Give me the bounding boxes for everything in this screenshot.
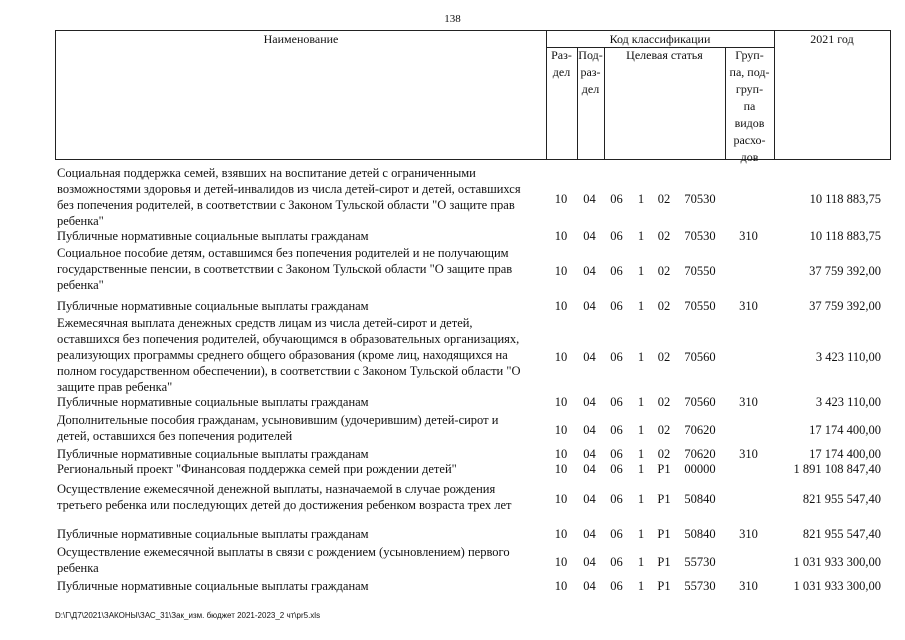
row-name	[57, 526, 547, 542]
row-code-t2: 1	[637, 350, 645, 364]
table-row	[55, 412, 891, 444]
row-code-t4: 55730	[684, 555, 716, 569]
row-code-t2: 1	[637, 447, 645, 461]
row-name-line: оставшихся без попечения родителей, обучающимся в образовательных организациях,	[57, 332, 520, 346]
row-code-r: 10	[554, 350, 568, 364]
row-code-t3: 02	[657, 192, 671, 206]
row-code-t2: 1	[637, 299, 645, 313]
row-amount: 17 174 400,00	[809, 423, 881, 437]
row-amount: 821 955 547,40	[802, 527, 881, 541]
row-name	[57, 446, 547, 462]
row-code-t1: 06	[610, 192, 623, 206]
row-name-line: ребенка"	[57, 214, 104, 228]
row-amount: 10 118 883,75	[809, 229, 881, 243]
header-group-line: видов	[734, 116, 765, 130]
row-name	[57, 412, 547, 444]
header-group	[725, 47, 774, 166]
header-group-line: груп-	[735, 82, 764, 96]
row-name-line: Публичные нормативные социальные выплаты гражданам	[57, 447, 369, 461]
table-row	[55, 446, 891, 462]
row-code-t3: P1	[657, 462, 671, 476]
file-path-footer: D:\Г\Д7\2021\ЗАКОНЫ\ЗАС_31\Зак_изм. бюджет 2021-2023_2 чт\pr5.xls	[55, 611, 321, 620]
row-code-r: 10	[554, 447, 568, 461]
row-code-t1: 06	[610, 555, 623, 569]
row-code-t3: P1	[657, 579, 671, 593]
table-row	[55, 481, 891, 513]
row-name-line: ребенка"	[57, 278, 104, 292]
row-amount: 1 891 108 847,40	[793, 462, 881, 476]
row-code-r: 10	[554, 264, 568, 278]
header-group-line: расхо-	[733, 133, 766, 147]
row-code-p: 04	[583, 423, 596, 437]
row-code-r: 10	[554, 192, 568, 206]
row-name-line: Осуществление ежемесячной денежной выплаты, назначаемой в случае рождения	[57, 482, 496, 496]
row-code-p: 04	[583, 229, 596, 243]
header-podrazdel-line: дел	[581, 82, 600, 96]
row-name	[57, 298, 547, 314]
row-code-t4: 55730	[684, 579, 716, 593]
row-code-t3: 02	[657, 395, 671, 409]
row-code-r: 10	[554, 527, 568, 541]
row-name-line: Публичные нормативные социальные выплаты гражданам	[57, 299, 369, 313]
table-row	[55, 578, 891, 594]
header-code: Код классификации	[609, 32, 711, 46]
row-code-p: 04	[583, 395, 596, 409]
header-group-line: па, под-	[729, 65, 770, 79]
row-name-line: Публичные нормативные социальные выплаты гражданам	[57, 579, 369, 593]
row-amount: 37 759 392,00	[809, 299, 881, 313]
row-code-p: 04	[583, 527, 596, 541]
table-row	[55, 165, 891, 229]
row-name	[57, 578, 547, 594]
row-code-t2: 1	[637, 192, 645, 206]
row-code-t1: 06	[610, 447, 623, 461]
table-row	[55, 526, 891, 542]
row-code-t3: 02	[657, 229, 671, 243]
row-code-t1: 06	[610, 579, 623, 593]
row-code-p: 04	[583, 492, 596, 506]
row-code-t3: 02	[657, 299, 671, 313]
row-code-g: 310	[739, 579, 758, 593]
row-code-t1: 06	[610, 299, 623, 313]
row-code-r: 10	[554, 299, 568, 313]
row-name-line: третьего ребенка или последующих детей до достижения ребенком возраста трех лет	[57, 498, 512, 512]
row-name	[57, 461, 547, 477]
row-amount: 1 031 933 300,00	[793, 555, 881, 569]
row-name-line: ребенка	[57, 561, 99, 575]
row-code-p: 04	[583, 350, 596, 364]
row-code-t1: 06	[610, 527, 623, 541]
table-row	[55, 394, 891, 410]
row-code-t3: P1	[657, 527, 671, 541]
row-amount: 10 118 883,75	[809, 192, 881, 206]
row-code-t3: 02	[657, 264, 671, 278]
row-name	[57, 165, 547, 229]
table-row	[55, 315, 891, 395]
row-amount: 3 423 110,00	[815, 395, 881, 409]
header-group-line: Груп-	[735, 48, 764, 62]
row-code-p: 04	[583, 579, 596, 593]
header-razdel-line: Раз-	[551, 48, 572, 62]
header-target: Целевая статья	[626, 48, 703, 62]
row-code-t2: 1	[637, 555, 645, 569]
row-code-t3: 02	[657, 447, 671, 461]
divider	[774, 31, 775, 159]
row-code-t4: 70550	[684, 299, 716, 313]
row-code-t4: 70530	[684, 192, 716, 206]
row-code-r: 10	[554, 579, 568, 593]
row-code-p: 04	[583, 299, 596, 313]
row-code-t4: 00000	[684, 462, 716, 476]
row-code-t4: 50840	[684, 492, 716, 506]
row-code-r: 10	[554, 462, 568, 476]
row-code-t2: 1	[637, 395, 645, 409]
row-name-line: Социальная поддержка семей, взявших на воспитание детей с ограниченными	[57, 166, 476, 180]
row-name-line: защите прав ребенка"	[57, 380, 173, 394]
header-podrazdel-line: Под-	[578, 48, 603, 62]
row-code-g: 310	[739, 299, 758, 313]
row-name-line: полном государственном обеспечении), в соответствии с Законом Тульской области "О	[57, 364, 521, 378]
row-code-r: 10	[554, 555, 568, 569]
header-razdel	[546, 47, 577, 81]
row-name-line: Ежемесячная выплата денежных средств лицам из числа детей-сирот и детей,	[57, 316, 473, 330]
row-code-t4: 70620	[684, 447, 716, 461]
header-razdel-line: дел	[552, 65, 571, 79]
header-group-line: па	[743, 99, 756, 113]
row-code-p: 04	[583, 447, 596, 461]
table-row	[55, 461, 891, 477]
row-name-line: детей, оставшихся без попечения родителей	[57, 429, 293, 443]
table-row	[55, 298, 891, 314]
row-name	[57, 315, 547, 395]
row-code-t4: 70530	[684, 229, 716, 243]
row-code-t3: 02	[657, 350, 671, 364]
row-code-r: 10	[554, 423, 568, 437]
row-name-line: Социальное пособие детям, оставшимся без попечения родителей и не получающим	[57, 246, 509, 260]
row-name-line: Дополнительные пособия гражданам, усыновившим (удочерившим) детей-сирот и	[57, 413, 499, 427]
row-amount: 821 955 547,40	[802, 492, 881, 506]
table-header	[55, 30, 891, 164]
row-code-r: 10	[554, 229, 568, 243]
row-code-p: 04	[583, 192, 596, 206]
row-name	[57, 394, 547, 410]
row-code-g: 310	[739, 229, 758, 243]
row-code-t1: 06	[610, 350, 623, 364]
row-code-t2: 1	[637, 492, 645, 506]
row-code-t3: 02	[657, 423, 671, 437]
row-code-t3: P1	[657, 492, 671, 506]
row-name-line: реализующих программы среднего общего образования (кроме лиц, находящихся на	[57, 348, 508, 362]
header-name: Наименование	[263, 32, 339, 46]
row-name-line: возможностями здоровья и детей-инвалидов из числа детей-сирот и детей, оставшихся	[57, 182, 521, 196]
row-code-t2: 1	[637, 579, 645, 593]
row-code-t1: 06	[610, 229, 623, 243]
row-name-line: Осуществление ежемесячной выплаты в связи с рождением (усыновлением) первого	[57, 545, 510, 559]
row-name	[57, 228, 547, 244]
row-code-g: 310	[739, 447, 758, 461]
table-row	[55, 544, 891, 576]
page-number: 138	[444, 13, 461, 25]
row-name-line: Публичные нормативные социальные выплаты гражданам	[57, 395, 369, 409]
table-row	[55, 245, 891, 293]
row-code-t4: 70620	[684, 423, 716, 437]
row-code-t4: 70560	[684, 395, 716, 409]
row-code-p: 04	[583, 462, 596, 476]
header-podrazdel	[577, 47, 604, 98]
row-code-t2: 1	[637, 527, 645, 541]
row-amount: 37 759 392,00	[809, 264, 881, 278]
row-code-t2: 1	[637, 229, 645, 243]
row-code-g: 310	[739, 395, 758, 409]
row-code-t1: 06	[610, 462, 623, 476]
row-name	[57, 245, 547, 293]
row-code-p: 04	[583, 555, 596, 569]
row-code-g: 310	[739, 527, 758, 541]
row-code-t2: 1	[637, 462, 645, 476]
row-name-line: государственные пенсии, в соответствии с Законом Тульской области "О защите прав	[57, 262, 513, 276]
row-amount: 17 174 400,00	[809, 447, 881, 461]
row-code-t3: P1	[657, 555, 671, 569]
row-code-t1: 06	[610, 423, 623, 437]
row-code-t4: 70550	[684, 264, 716, 278]
row-name-line: Публичные нормативные социальные выплаты гражданам	[57, 229, 369, 243]
header-group-line: дов	[740, 150, 759, 164]
row-code-p: 04	[583, 264, 596, 278]
row-code-r: 10	[554, 395, 568, 409]
row-code-r: 10	[554, 492, 568, 506]
row-code-t2: 1	[637, 423, 645, 437]
row-name	[57, 481, 547, 513]
header-year: 2021 год	[810, 32, 854, 46]
row-code-t4: 70560	[684, 350, 716, 364]
row-code-t1: 06	[610, 395, 623, 409]
row-code-t4: 50840	[684, 527, 716, 541]
row-name-line: Публичные нормативные социальные выплаты гражданам	[57, 527, 369, 541]
row-name	[57, 544, 547, 576]
table-row	[55, 228, 891, 244]
row-code-t1: 06	[610, 264, 623, 278]
row-amount: 1 031 933 300,00	[793, 579, 881, 593]
header-podrazdel-line: раз-	[580, 65, 601, 79]
row-amount: 3 423 110,00	[815, 350, 881, 364]
row-name-line: Региональный проект "Финансовая поддержка семей при рождении детей"	[57, 462, 457, 476]
row-code-t2: 1	[637, 264, 645, 278]
row-name-line: без попечения родителей, в соответствии с Законом Тульской области "О защите прав	[57, 198, 515, 212]
row-code-t1: 06	[610, 492, 623, 506]
